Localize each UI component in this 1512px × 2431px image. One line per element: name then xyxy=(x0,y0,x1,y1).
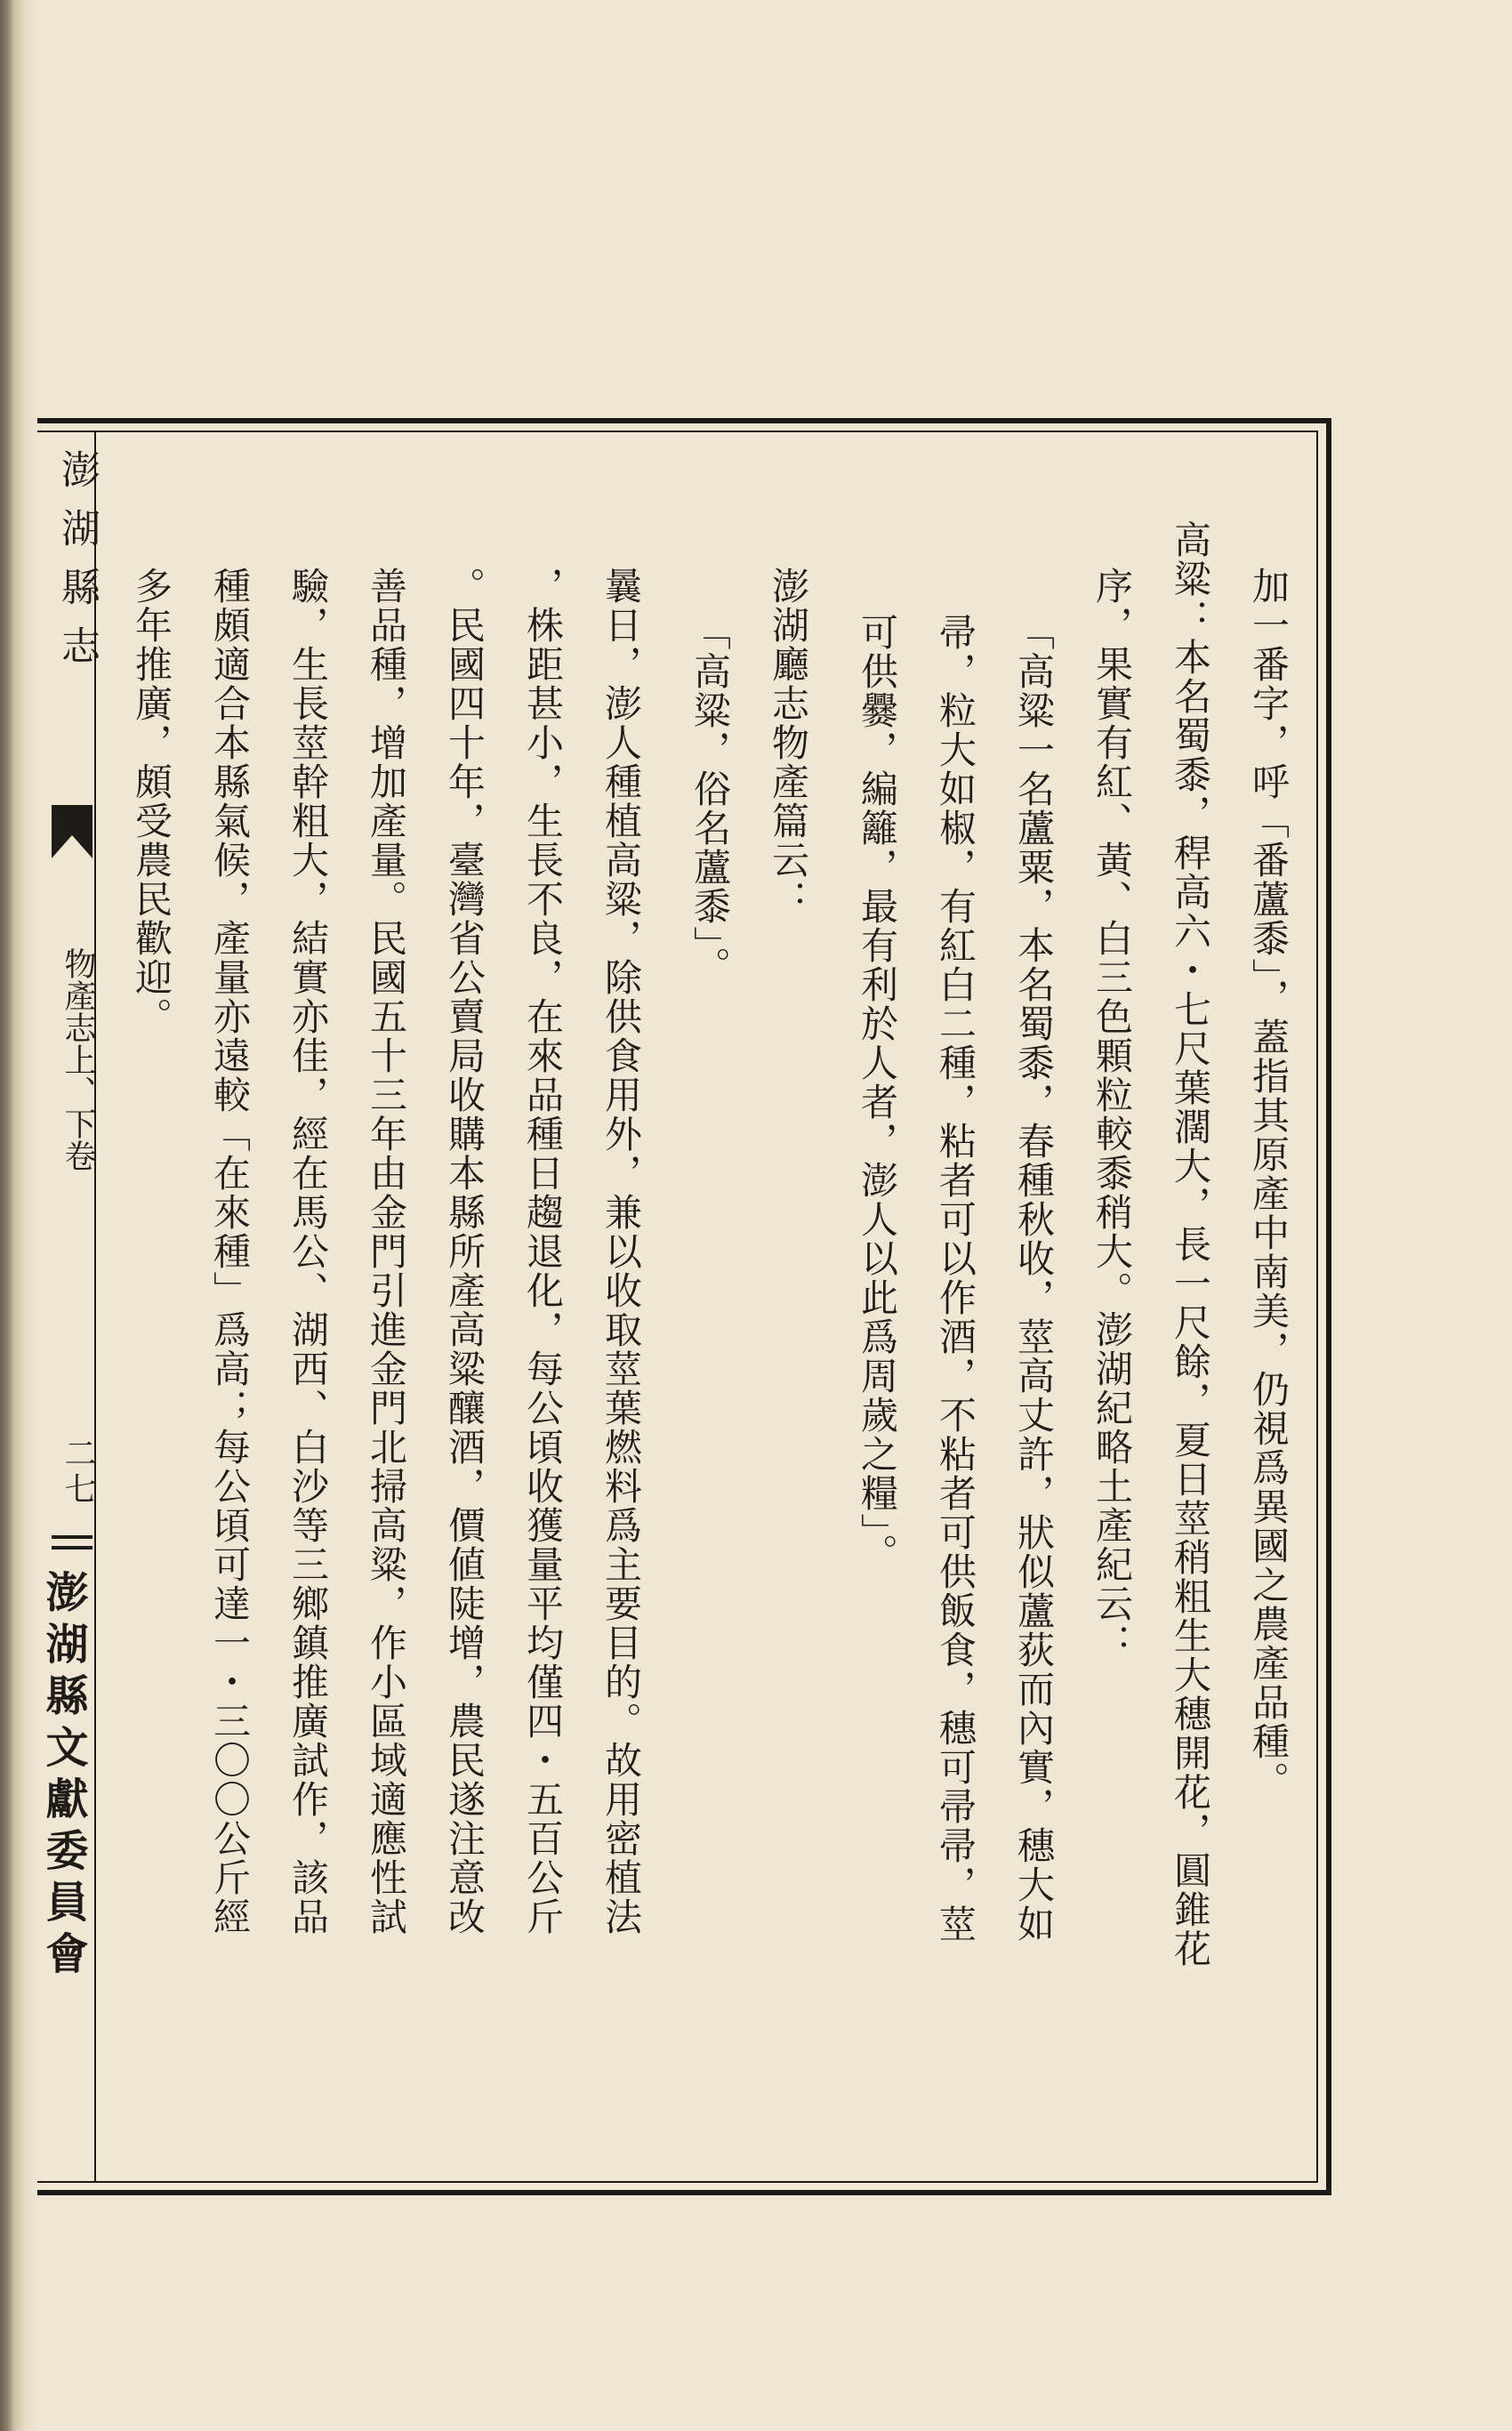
text-column: ，株距甚小，生長不良，在來品種日趨退化，每公頃收獲量平均僅四・五百公斤 xyxy=(521,567,565,1936)
text-column: 可供爨，編籬，最有利於人者，澎人以此爲周歲之糧」。 xyxy=(856,613,899,1573)
text-column: 高粱：本名蜀黍，稈高六・七尺葉濶大，長一尺餘，夏日莖稍粗生大穗開花，圓錐花 xyxy=(1169,520,1212,1968)
running-header xyxy=(38,449,100,2184)
text-column: 曩日，澎人種植高粱，除供食用外，兼以收取莖葉燃料爲主要目的。故用密植法 xyxy=(599,567,643,1936)
text-column: 善品種，增加產量。民國五十三年由金門引進金門北掃高粱，作小區域適應性試 xyxy=(365,567,408,1936)
fish-tail-mark-icon xyxy=(52,805,92,858)
paragraph-gap xyxy=(660,520,671,2166)
margin-rule xyxy=(94,432,96,2181)
book-title: 澎湖縣志 xyxy=(54,449,100,684)
text-column: 驗，生長莖幹粗大，結實亦佳，經在馬公、湖西、白沙等三鄉鎮推廣試作，該品 xyxy=(286,567,330,1936)
text-column: 。民國四十年，臺灣省公賣局收購本縣所產高粱釀酒，價値陡增，農民遂注意改 xyxy=(443,567,487,1936)
paragraph-gap xyxy=(827,520,838,2166)
publisher-imprint: 澎湖縣文獻委員會 xyxy=(38,1570,88,1983)
text-column: 序，果實有紅、黃、白三色顆粒較黍稍大。澎湖紀略土產紀云： xyxy=(1090,567,1134,1662)
book-spine xyxy=(0,0,41,2431)
page-number: 二七 xyxy=(60,1437,96,1508)
divider-mark-icon xyxy=(52,1530,92,1557)
text-column: 加一番字，呼「番蘆黍」，蓋指其原產中南美，仍視爲異國之農產品種。 xyxy=(1247,567,1291,1800)
text-column: 種頗適合本縣氣候，產量亦遠較「在來種」爲高；每公頃可達一・三〇〇公斤經 xyxy=(208,567,252,1936)
text-column: 「高粱一名蘆粟，本名蜀黍，春種秋收，莖高丈許，狀似蘆荻而內實，穗大如 xyxy=(1012,613,1056,1944)
main-text xyxy=(125,520,1307,2166)
text-column: 「高粱，俗名蘆黍」。 xyxy=(688,613,732,986)
text-column: 帚，粒大如椒，有紅白二種，粘者可以作酒，不粘者可供飯食，穗可帚帚，莖 xyxy=(934,613,977,1944)
text-column: 多年推廣，頗受農民歡迎。 xyxy=(130,567,173,1036)
text-column: 澎湖廳志物產篇云： xyxy=(767,567,810,919)
section-title: 物產志上、下卷 xyxy=(60,947,96,1171)
